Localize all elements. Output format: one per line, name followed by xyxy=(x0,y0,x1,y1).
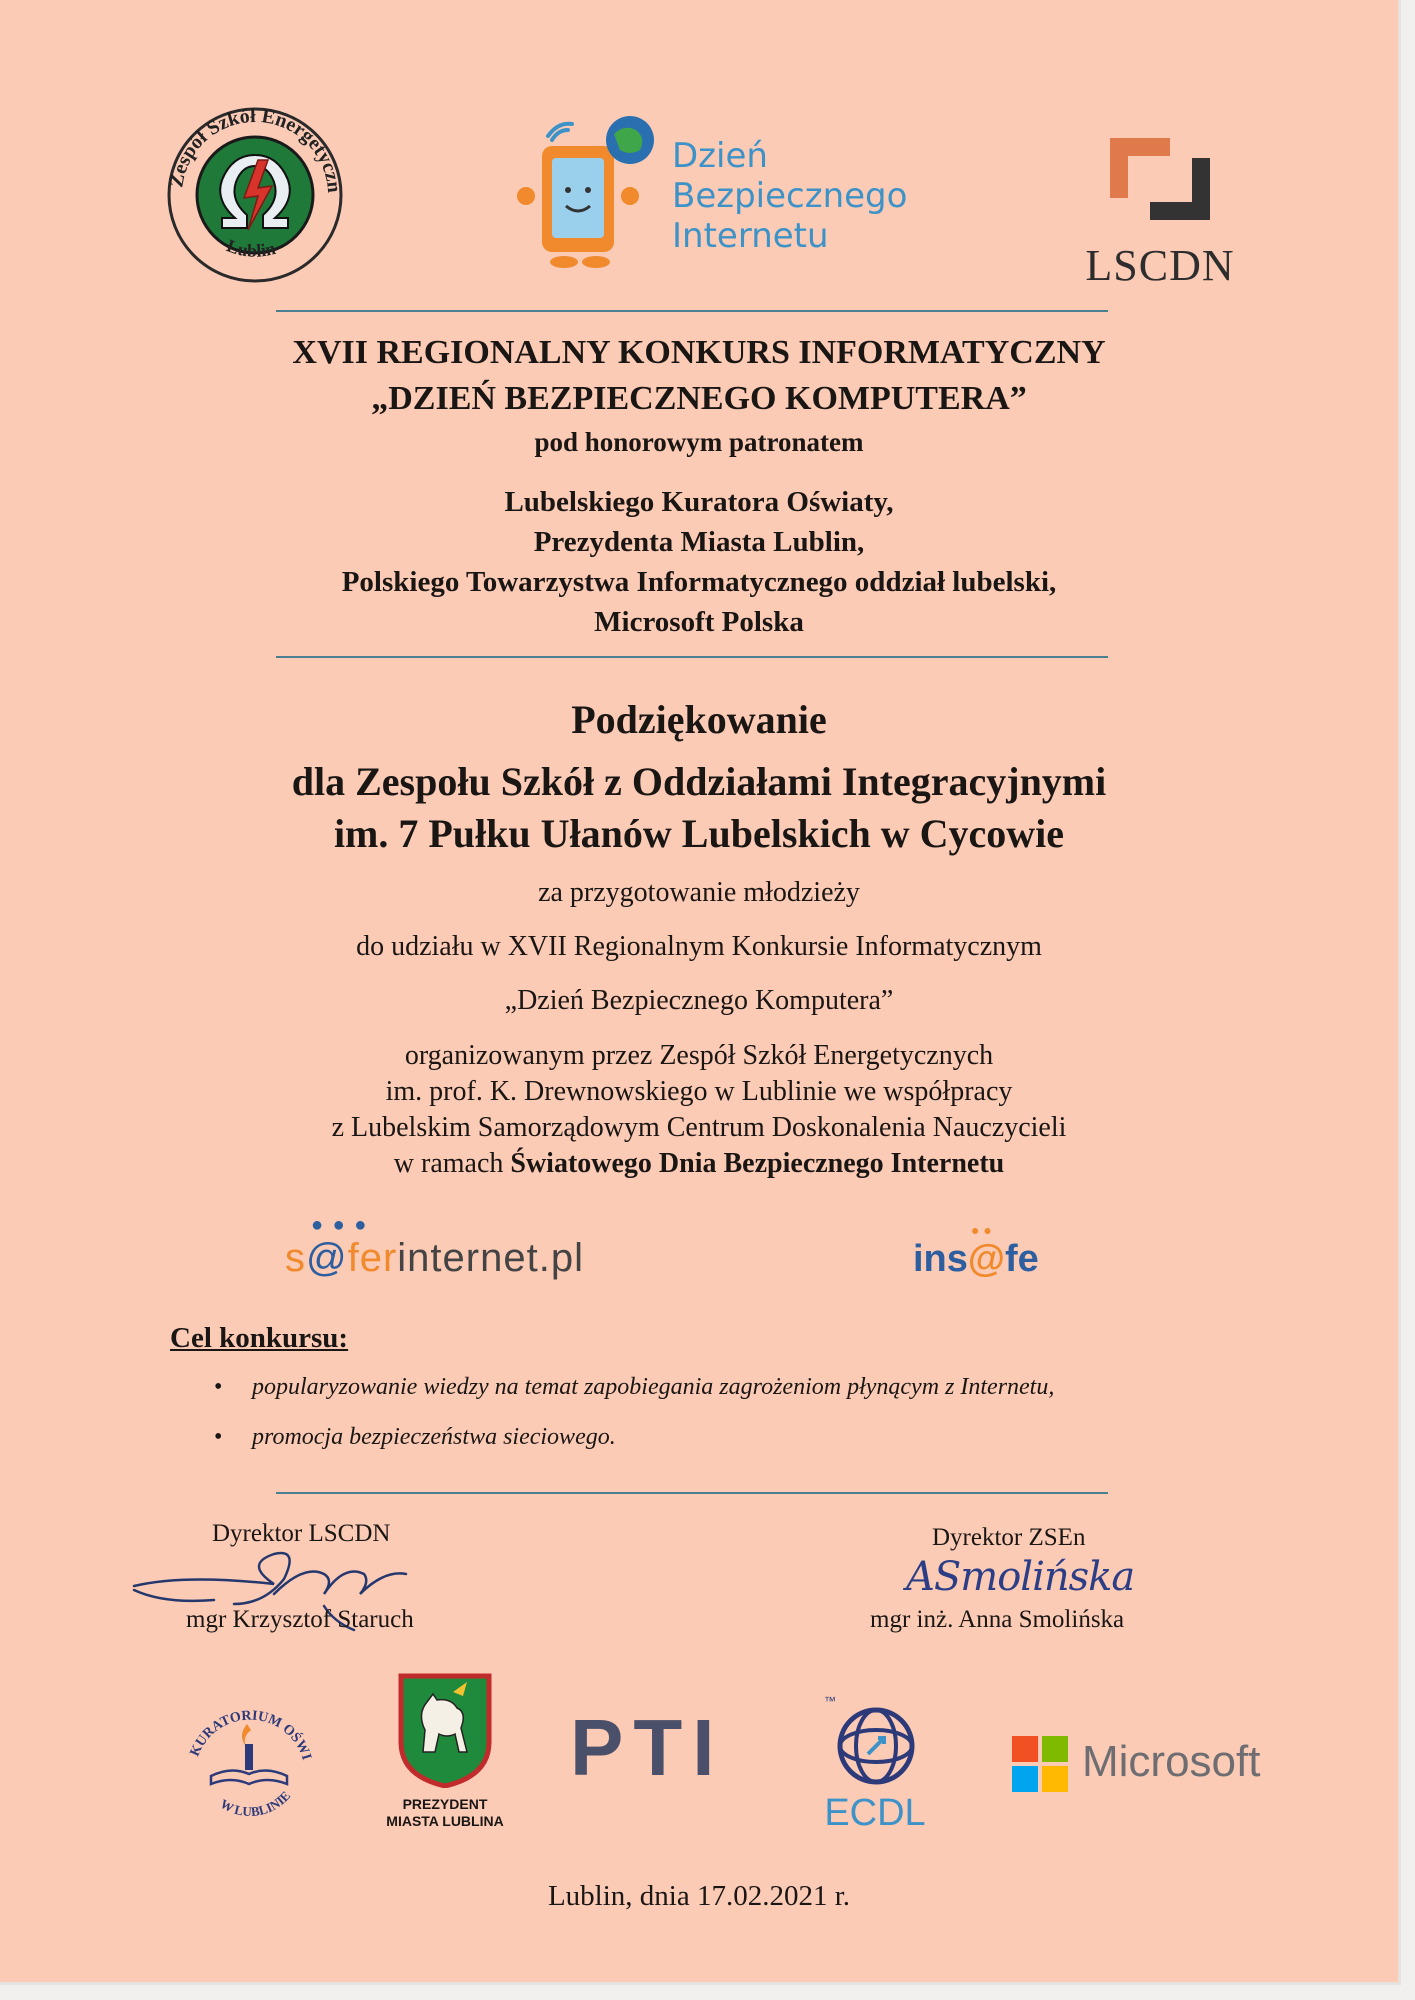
goal-item-text: promocja bezpieczeństwa sieciowego. xyxy=(252,1424,616,1450)
zse-ring-text: Zespół Szkół Energetyczn xyxy=(165,104,346,194)
dbi-line2: Bezpiecznego xyxy=(672,176,908,216)
org-line1: organizowanym przez Zespół Szkół Energetycznych xyxy=(404,1040,994,1071)
patron-2: Prezydenta Miasta Lublin, xyxy=(533,526,865,558)
zse-logo xyxy=(160,100,350,290)
ecdl-label: ECDL xyxy=(824,1792,926,1834)
signature-right-name: mgr inż. Anna Smolińska xyxy=(870,1606,1125,1633)
signature-right xyxy=(870,1524,1190,1644)
patron-1: Lubelskiego Kuratora Oświaty, xyxy=(504,486,894,518)
lublin-coat-of-arms-icon xyxy=(397,1672,493,1788)
org-line4-bold: Światowego Dnia Bezpiecznego Internetu xyxy=(510,1148,1005,1179)
signature-left-role: Dyrektor LSCDN xyxy=(212,1520,391,1547)
insafe-logo xyxy=(913,1222,1039,1281)
patron-3: Polskiego Towarzystwa Informatycznego oddział lubelski, xyxy=(341,566,1057,598)
microsoft-windows-icon xyxy=(1012,1736,1068,1792)
divider-middle xyxy=(276,656,1108,658)
prezydent-logo xyxy=(370,1672,520,1842)
goals-list xyxy=(214,1362,1055,1462)
kuratorium-bottom-text: W LUBLINIE xyxy=(217,1787,294,1820)
tablet-mascot-icon xyxy=(512,112,672,272)
goal-item-text: popularyzowanie wiedzy na temat zapobiegania zagrożeniom płynącym z Internetu, xyxy=(252,1374,1055,1400)
signature-right-role: Dyrektor ZSEn xyxy=(932,1524,1086,1551)
svg-text:KURATORIUM OŚWIATY xyxy=(175,1680,314,1762)
prezydent-line1: PREZYDENT xyxy=(402,1796,488,1812)
org-line3: z Lubelskim Samorządowym Centrum Doskonalenia Nauczycieli xyxy=(331,1112,1067,1143)
award-heading: Podziękowanie xyxy=(571,697,827,742)
svg-text:W LUBLINIE xyxy=(218,1788,294,1819)
saferinternet-at: @ xyxy=(306,1236,348,1280)
lscdn-bracket-icon xyxy=(1100,128,1220,228)
recipient-line2: im. 7 Pułku Ułanów Lubelskich w Cycowie xyxy=(333,811,1065,856)
reason-line1: za przygotowanie młodzieży xyxy=(538,877,860,908)
dbi-logo xyxy=(512,112,912,272)
recipient-line1: dla Zespołu Szkół z Oddziałami Integracyjnymi xyxy=(291,759,1107,804)
insafe-at: @ xyxy=(967,1238,1005,1280)
contest-title: XVII REGIONALNY KONKURS INFORMATYCZNY xyxy=(292,334,1106,371)
dbi-line3: Internetu xyxy=(672,216,829,256)
contest-subtitle: „DZIEŃ BEZPIECZNEGO KOMPUTERA” xyxy=(371,380,1027,417)
dbi-line1: Dzień xyxy=(672,136,768,176)
microsoft-logo xyxy=(1012,1732,1272,1802)
insafe-ins: ins xyxy=(913,1238,968,1280)
lscdn-logo xyxy=(1070,128,1250,288)
microsoft-label: Microsoft xyxy=(1082,1737,1261,1786)
insafe-fe: fe xyxy=(1004,1238,1039,1280)
goal-item xyxy=(214,1412,1054,1462)
kuratorium-top-text: KURATORIUM OŚWI xyxy=(187,1708,314,1762)
saferinternet-rest: internet.pl xyxy=(397,1236,584,1280)
divider-top xyxy=(276,310,1108,312)
zse-city-text: Lublin xyxy=(224,235,278,261)
signature-left-name: mgr Krzysztof Staruch xyxy=(186,1606,414,1633)
signature-left xyxy=(180,1520,500,1640)
dots-icon: ● ● ● xyxy=(311,1214,369,1236)
lscdn-label: LSCDN xyxy=(1085,241,1235,290)
org-line2: im. prof. K. Drewnowskiego w Lublinie we współpracy xyxy=(385,1076,1013,1107)
handwritten-signature-right: ASmolińska xyxy=(906,1554,1135,1600)
ecdl-logo xyxy=(810,1696,940,1846)
patronage-intro: pod honorowym patronatem xyxy=(534,427,864,457)
globe-icon xyxy=(834,1704,918,1788)
ecdl-tm: ™ xyxy=(824,1694,836,1708)
divider-bottom xyxy=(276,1492,1108,1494)
patron-4: Microsoft Polska xyxy=(594,606,804,638)
bullet-icon: • xyxy=(214,1374,223,1400)
org-line4-prefix: w ramach xyxy=(393,1148,511,1179)
saferinternet-logo xyxy=(285,1214,584,1281)
bullet-icon: • xyxy=(214,1424,223,1450)
reason-line2: do udziału w XVII Regionalnym Konkursie Informatycznym xyxy=(356,931,1042,962)
date-line: Lublin, dnia 17.02.2021 r. xyxy=(547,1880,851,1912)
goal-item xyxy=(214,1362,1055,1412)
goals-heading: Cel konkursu: xyxy=(170,1322,349,1354)
insafe-dots-icon: ● ● xyxy=(971,1222,992,1238)
reason-line3: „Dzień Bezpiecznego Komputera” xyxy=(504,985,894,1016)
saferinternet-s: s xyxy=(285,1236,306,1280)
pti-logo: PTI xyxy=(570,1703,725,1792)
prezydent-line2: MIASTA LUBLINA xyxy=(386,1813,504,1829)
org-line4 xyxy=(0,1146,1398,1182)
saferinternet-fer: fer xyxy=(347,1236,398,1280)
kuratorium-logo xyxy=(175,1680,325,1830)
